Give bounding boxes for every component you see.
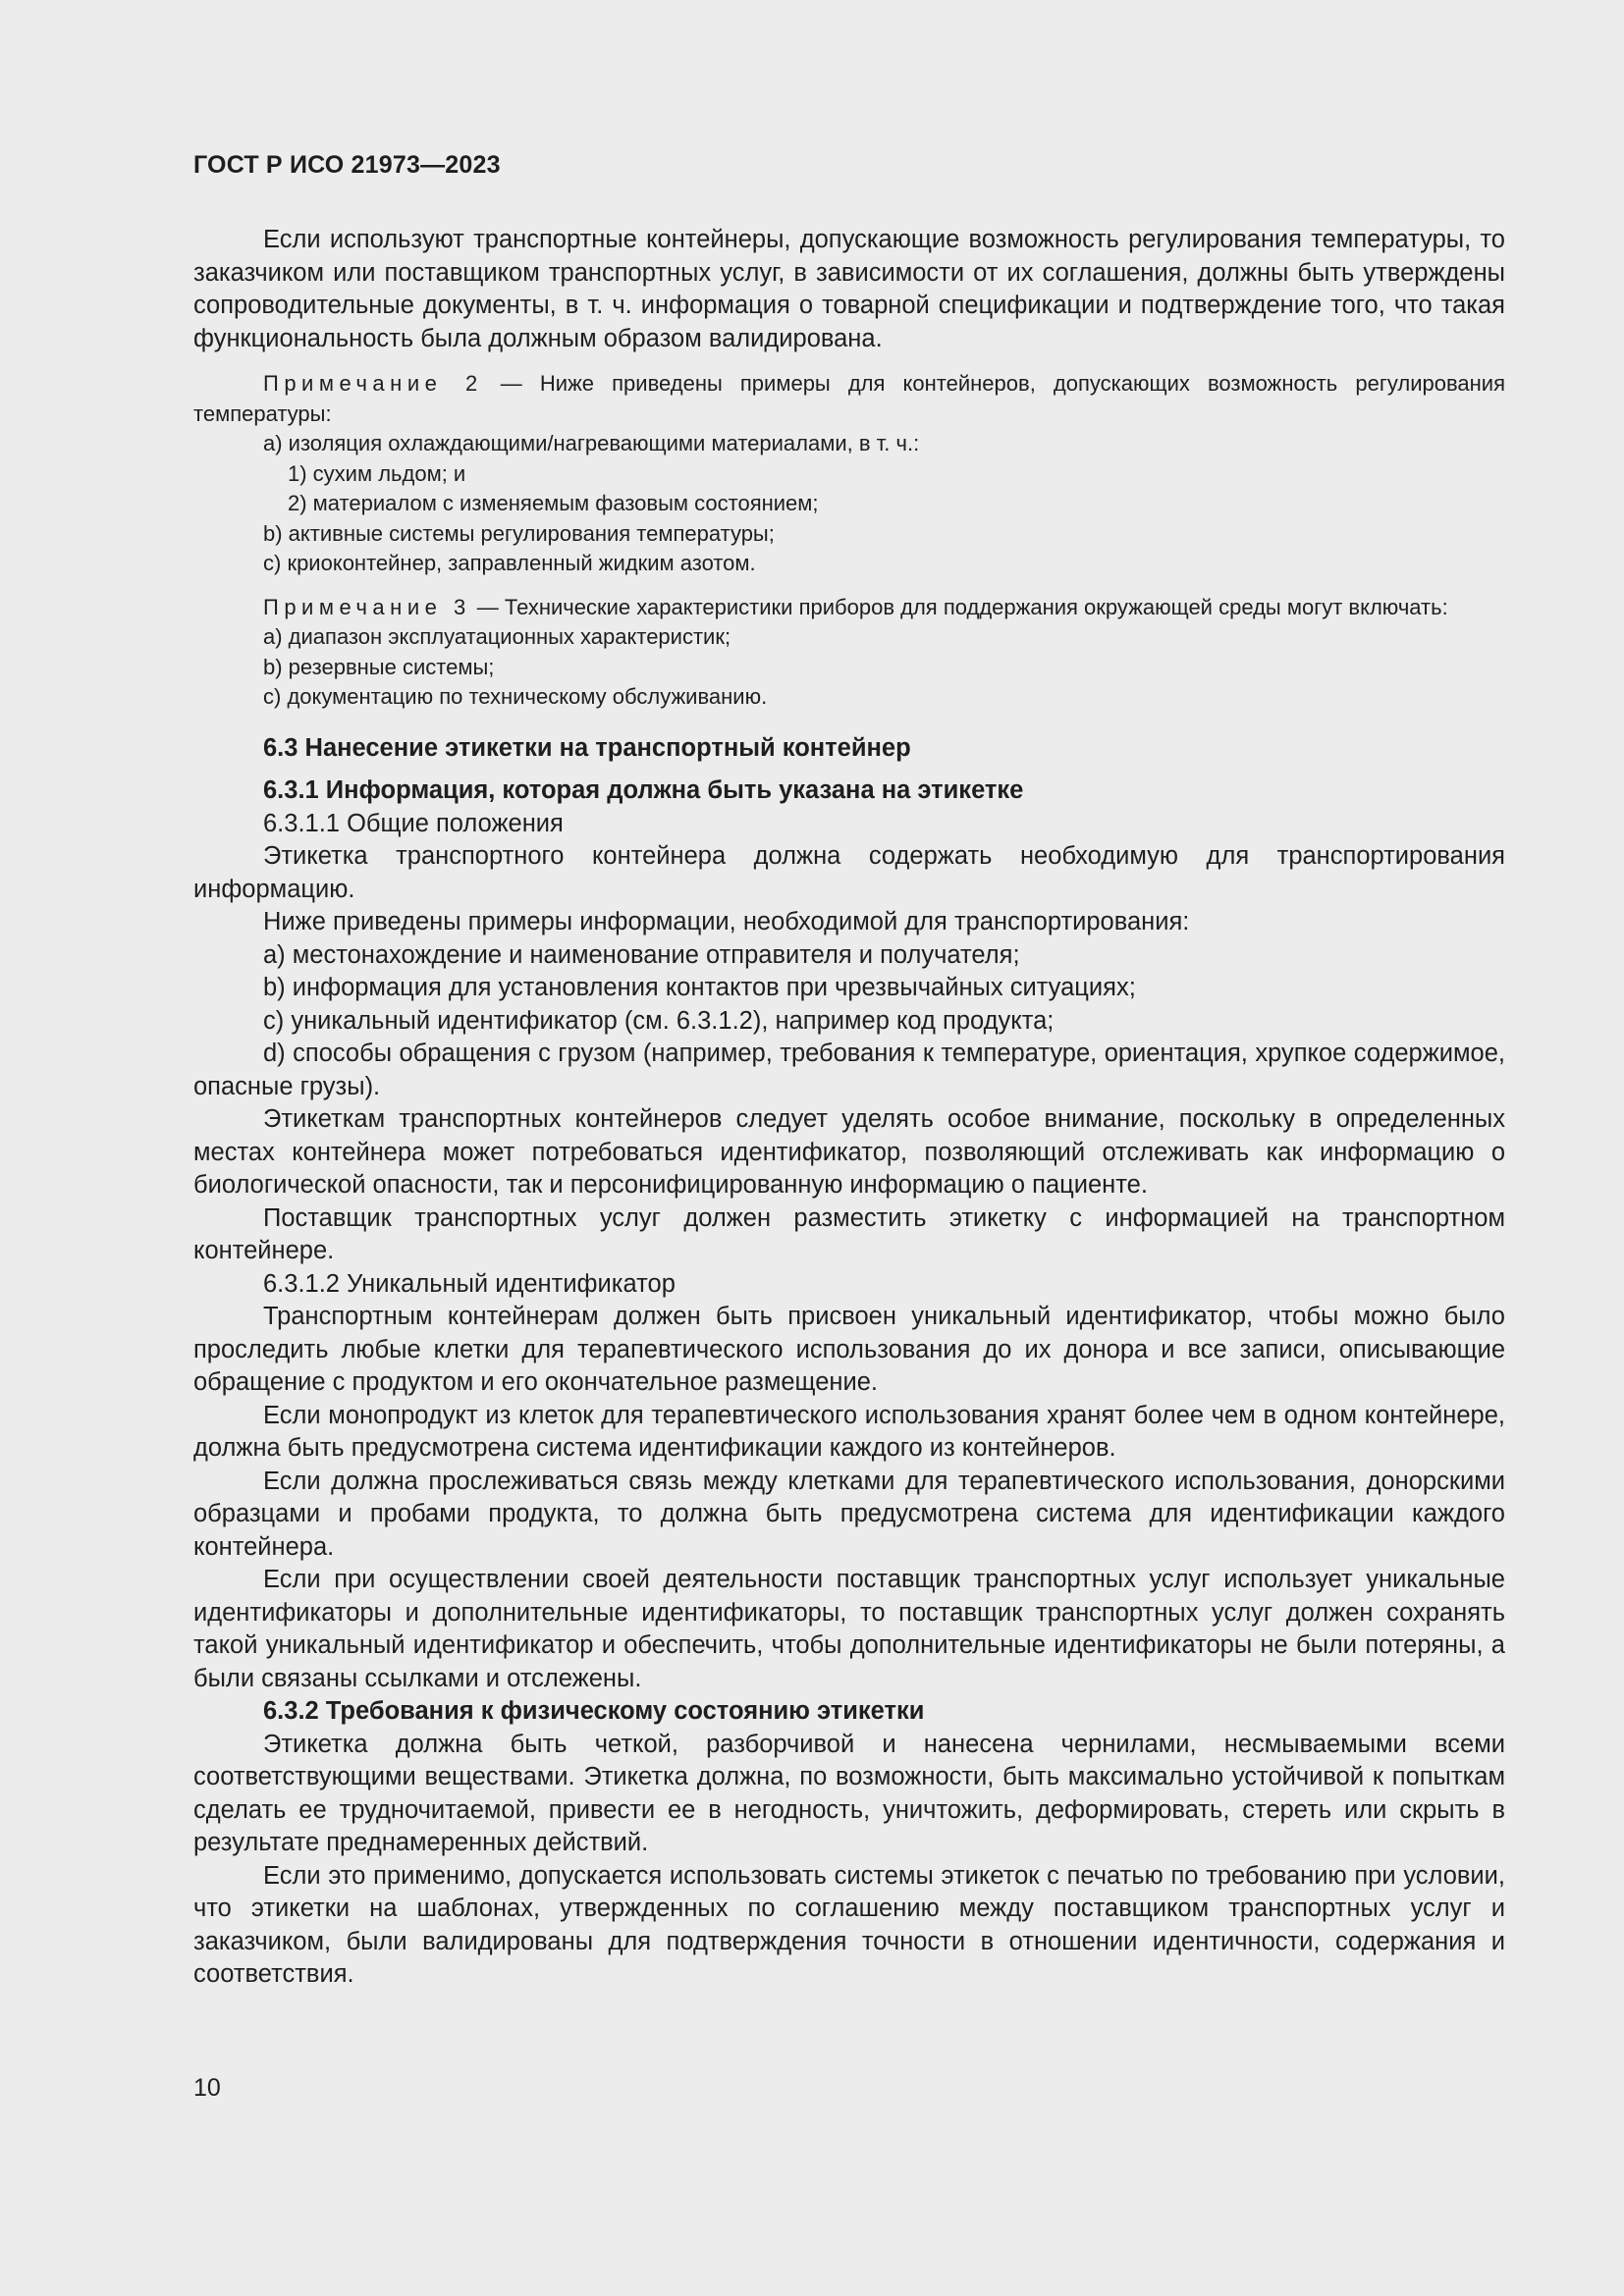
- note-3-item-a: a) диапазон эксплуатационных характеристик;: [263, 624, 731, 649]
- paragraph: Этикетка должна быть четкой, разборчивой и нанесена чернилами, несмываемыми всеми соответствующими веществами. Этикетка должна, по возможности, быть максимально устойчивой к попыткам сделать ее трудночитаемой, привести ее в негодность, уничтожить, деформировать, стереть или скрыть в результате преднамеренных действий.: [193, 1730, 1505, 1856]
- note-3: [193, 593, 1505, 713]
- paragraph: Если при осуществлении своей деятельности поставщик транспортных услуг использует уникальные идентификаторы и дополнительные идентификаторы, то поставщик транспортных услуг должен сохранять такой уникальный идентификатор и обеспечить, чтобы дополнительные идентификаторы не были потеряны, а были связаны ссылками и отслежены.: [193, 1566, 1505, 1692]
- page-number: 10: [193, 2074, 221, 2102]
- note-2-item-c: c) криоконтейнер, заправленный жидким азотом.: [263, 551, 756, 575]
- list-item: b) информация для установления контактов при чрезвычайных ситуациях;: [263, 974, 1136, 1001]
- section-6-3-1-heading: 6.3.1 Информация, которая должна быть указана на этикетке: [263, 776, 1024, 804]
- note-3-label: Примечание 3: [263, 594, 471, 619]
- paragraph: Этикеткам транспортных контейнеров следует уделять особое внимание, поскольку в определенных местах контейнера может потребоваться идентификатор, позволяющий отслеживать как информацию о биологической опасности, так и персонифицированную информацию о пациенте.: [193, 1105, 1505, 1199]
- note-2-item-a: a) изоляция охлаждающими/нагревающими материалами, в т. ч.:: [263, 431, 920, 455]
- note-2-item-a1: 1) сухим льдом; и: [288, 460, 466, 486]
- paragraph: Если это применимо, допускается использовать системы этикеток с печатью по требованию при условии, что этикетки на шаблонах, утвержденных по соглашению между поставщиком транспортных услуг и заказчиком, были валидированы для подтверждения точности в отношении идентичности, содержания и соответствия.: [193, 1861, 1505, 1988]
- list-item: a) местонахождение и наименование отправителя и получателя;: [263, 940, 1020, 969]
- paragraph: Транспортным контейнерам должен быть присвоен уникальный идентификатор, чтобы можно было проследить любые клетки для терапевтического использования до их донора и все записи, описывающие обращение с продуктом и его окончательное размещение.: [193, 1303, 1505, 1396]
- paragraph: Этикетка транспортного контейнера должна содержать необходимую для транспортирования информацию.: [193, 842, 1505, 903]
- paragraph: Если должна прослеживаться связь между клетками для терапевтического использования, донорскими образцами и пробами продукта, то должна быть предусмотрена система для идентификации каждого контейнера.: [193, 1467, 1505, 1561]
- note-2-item-a2: 2) материалом с изменяемым фазовым состоянием;: [288, 491, 819, 515]
- intro-paragraph: Если используют транспортные контейнеры, допускающие возможность регулирования температуры, то заказчиком или поставщиком транспортных услуг, в зависимости от их соглашения, должны быть утверждены сопроводительные документы, в т. ч. информация о товарной спецификации и подтверждение того, что такая функциональность была должным образом валидирована.: [193, 226, 1505, 352]
- note-2-label: Примечание 2: [263, 371, 483, 396]
- note-2: [193, 369, 1505, 579]
- list-item: d) способы обращения с грузом (например, требования к температуре, ориентация, хрупкое содержимое, опасные грузы).: [193, 1040, 1505, 1100]
- note-2-text: Примечание 2 — Ниже приведены примеры для контейнеров, допускающих возможность регулирования температуры:: [193, 371, 1505, 426]
- note-3-item-c: c) документацию по техническому обслуживанию.: [263, 684, 768, 709]
- subsection-6-3-1-2-title: 6.3.1.2 Уникальный идентификатор: [263, 1269, 676, 1298]
- paragraph: Если монопродукт из клеток для терапевтического использования хранят более чем в одном контейнере, должна быть предусмотрена система идентификации каждого из контейнеров.: [193, 1401, 1505, 1462]
- section-6-3-2-heading: 6.3.2 Требования к физическому состоянию этикетки: [263, 1697, 925, 1725]
- list-item: c) уникальный идентификатор (см. 6.3.1.2), например код продукта;: [263, 1006, 1055, 1035]
- paragraph: Поставщик транспортных услуг должен разместить этикетку с информацией на транспортном контейнере.: [193, 1203, 1505, 1264]
- subsection-6-3-1-1-title: 6.3.1.1 Общие положения: [263, 809, 564, 837]
- note-3-item-b: b) резервные системы;: [263, 654, 495, 679]
- document-code: ГОСТ Р ИСО 21973—2023: [193, 151, 501, 179]
- page-content: [193, 224, 1505, 1992]
- note-3-text: Примечание 3 — Технические характеристики приборов для поддержания окружающей среды могут включать:: [263, 594, 1448, 619]
- note-2-item-b: b) активные системы регулирования температуры;: [263, 520, 775, 546]
- paragraph: Ниже приведены примеры информации, необходимой для транспортирования:: [263, 908, 1190, 935]
- section-6-3-heading: 6.3 Нанесение этикетки на транспортный контейнер: [263, 733, 911, 762]
